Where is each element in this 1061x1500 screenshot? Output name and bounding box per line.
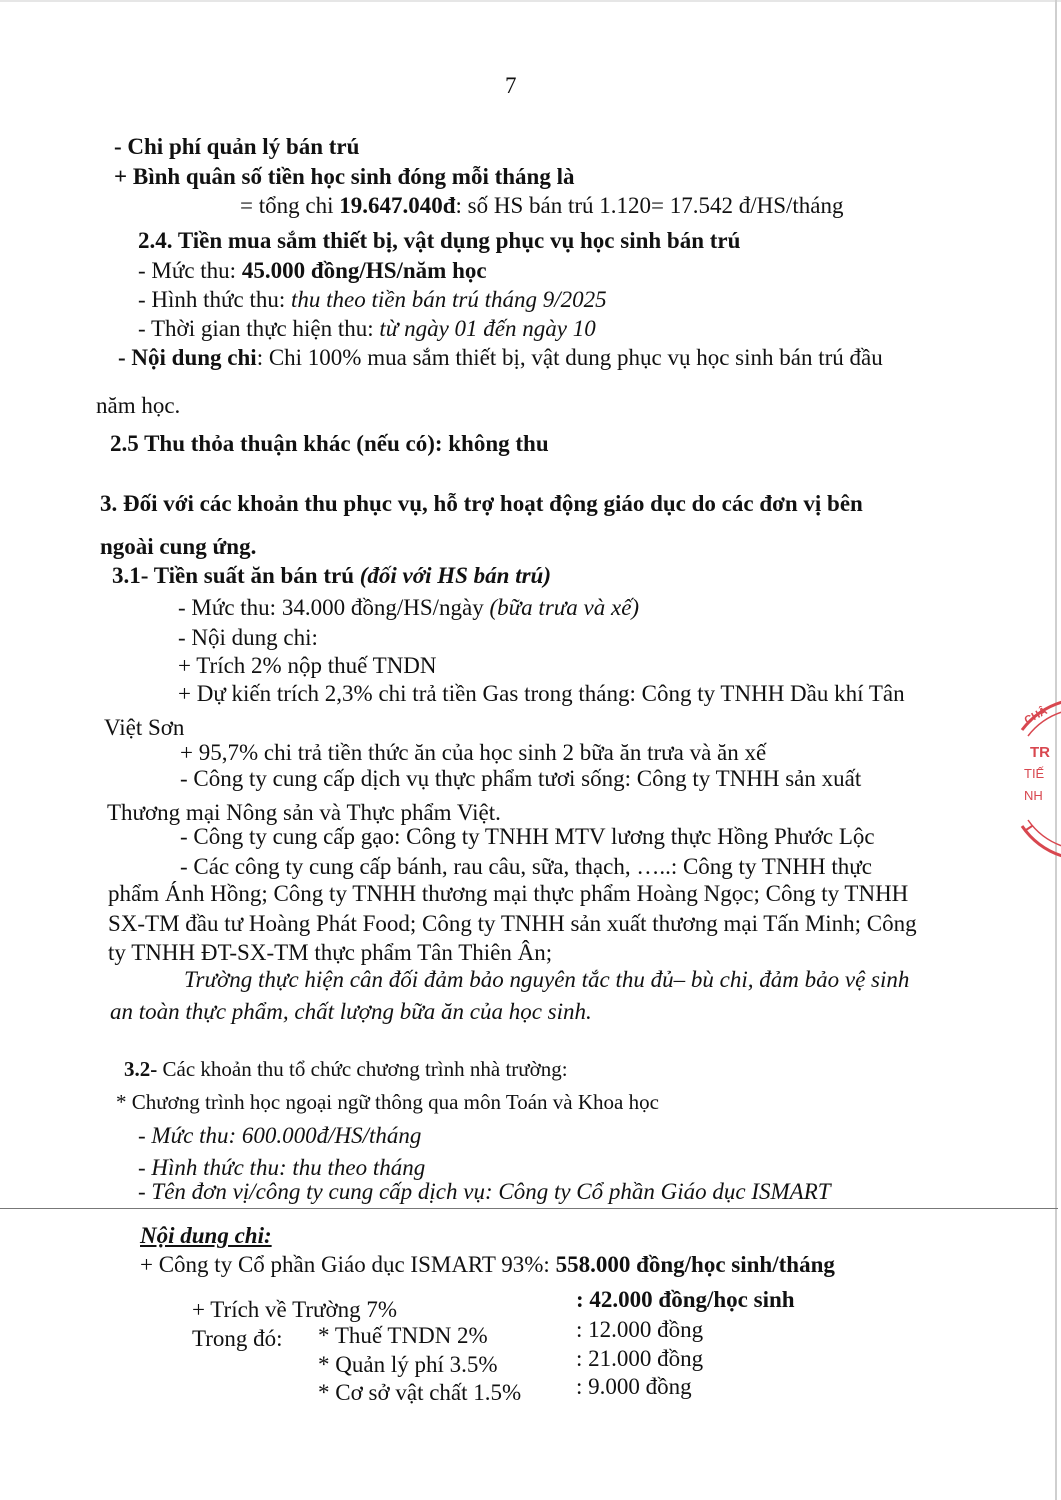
s32-ismart [140, 1251, 835, 1279]
s24-time-label: - Thời gian thực hiện thu: [138, 316, 380, 341]
mgmt-title: - Chi phí quản lý bán trú [114, 134, 360, 159]
s32-form: - Hình thức thu: thu theo tháng [138, 1155, 426, 1180]
stamp-text-3: TIẾ [1024, 766, 1045, 781]
s31-other-line3: SX-TM đầu tư Hoàng Phát Food; Công ty TNHH sản xuất thương mại Tấn Minh; Công [108, 911, 917, 936]
s32-content-label: Nội dung chi: [140, 1223, 272, 1248]
mgmt-calc-amount: 19.647.040đ [339, 193, 456, 218]
s31-rice: - Công ty cung cấp gạo: Công ty TNHH MTV lương thực Hồng Phước Lộc [180, 824, 875, 849]
s32-ismart-value: 558.000 đồng/học sinh/tháng [555, 1252, 835, 1277]
s31-other-line1: - Các công ty cung cấp bánh, rau câu, sữa, thạch, …..: Công ty TNHH thực [180, 854, 872, 879]
s24-content-cont: năm học. [96, 393, 181, 418]
s3-title-line1: 3. Đối với các khoản thu phục vụ, hỗ trợ hoạt động giáo dục do các đơn vị bên [100, 491, 863, 516]
stamp-text-2: TR [1030, 744, 1050, 761]
s24-title: 2.4. Tiền mua sắm thiết bị, vật dụng phục vụ học sinh bán trú [138, 228, 741, 253]
s24-time-value: từ ngày 01 đến ngày 10 [379, 316, 596, 341]
s32-program: * Chương trình học ngoại ngữ thông qua môn Toán và Khoa học [116, 1090, 659, 1114]
s24-fee [138, 257, 487, 285]
s32-tax-value: : 12.000 đồng [576, 1317, 704, 1342]
mgmt-calc-suffix: : số HS bán trú 1.120= 17.542 đ/HS/tháng [455, 193, 844, 218]
s24-form-label: - Hình thức thu: [138, 287, 292, 312]
s32-among: Trong đó: [192, 1326, 283, 1351]
page-number: 7 [505, 73, 517, 98]
s32-school-label: + Trích về Trường 7% [192, 1297, 398, 1322]
s31-fee-text: - Mức thu: 34.000 đồng/HS/ngày [178, 595, 490, 620]
s24-form-value: thu theo tiền bán trú tháng 9/2025 [291, 287, 607, 312]
s32-provider: - Tên đơn vị/công ty cung cấp dịch vụ: Công ty Cổ phần Giáo dục ISMART [138, 1179, 831, 1204]
s32-ismart-prefix: + Công ty Cổ phần Giáo dục ISMART 93%: [140, 1252, 556, 1277]
s31-title [112, 562, 551, 590]
s32-title-text: Các khoản thu tổ chức chương trình nhà trường: [157, 1057, 568, 1081]
s32-facility-value: : 9.000 đồng [576, 1374, 692, 1399]
mgmt-average: + Bình quân số tiền học sinh đóng mỗi tháng là [114, 164, 575, 189]
s31-fee [178, 594, 639, 622]
stamp-text-1: CHÂ [1022, 705, 1050, 727]
s24-fee-label: - Mức thu: [138, 258, 242, 283]
s32-school-value: : 42.000 đồng/học sinh [576, 1287, 795, 1312]
s32-facility-label: * Cơ sở vật chất 1.5% [318, 1380, 522, 1405]
s3-title-line2: ngoài cung ứng. [100, 534, 257, 559]
s32-title [124, 1055, 568, 1083]
s25-title: 2.5 Thu thỏa thuận khác (nếu có): không thu [110, 431, 549, 456]
s31-title-text: 3.1- Tiền suất ăn bán trú [112, 563, 360, 588]
s31-content-label: - Nội dung chi: [178, 625, 318, 650]
s24-content [118, 344, 883, 372]
s32-mgmt-value: : 21.000 đồng [576, 1346, 704, 1371]
s31-gas-line1: + Dự kiến trích 2,3% chi trả tiền Gas trong tháng: Công ty TNHH Dầu khí Tân [178, 681, 905, 706]
s31-note-line1: Trường thực hiện cân đối đảm bảo nguyên tắc thu đủ– bù chi, đảm bảo vệ sinh [184, 967, 910, 992]
s32-mgmt-label: * Quản lý phí 3.5% [318, 1352, 498, 1377]
s31-other-line2: phẩm Ánh Hồng; Công ty TNHH thương mại thực phẩm Hoàng Ngọc; Công ty TNHH [108, 881, 909, 906]
s31-note-line2: an toàn thực phẩm, chất lượng bữa ăn của học sinh. [110, 999, 592, 1024]
s31-title-note: (đối với HS bán trú) [359, 563, 552, 588]
s31-fee-note: (bữa trưa và xế) [489, 595, 640, 620]
red-stamp-fragment [1018, 700, 1061, 860]
mgmt-calculation [240, 192, 844, 220]
s32-fee: - Mức thu: 600.000đ/HS/tháng [138, 1123, 422, 1148]
s24-content-value: : Chi 100% mua sắm thiết bị, vật dung phục vụ học sinh bán trú đầu [256, 345, 883, 370]
s31-food: + 95,7% chi trả tiền thức ăn của học sinh 2 bữa ăn trưa và ăn xế [180, 740, 767, 765]
s32-tax-label: * Thuế TNDN 2% [318, 1323, 488, 1348]
s24-form [138, 286, 607, 314]
mgmt-calc-prefix: = tổng chi [240, 193, 340, 218]
page-top-edge [0, 0, 1061, 2]
s32-title-num: 3.2- [124, 1057, 158, 1081]
s31-tax: + Trích 2% nộp thuế TNDN [178, 653, 437, 678]
s24-fee-value: 45.000 đồng/HS/năm học [241, 258, 487, 283]
s24-content-label: - Nội dung chi [118, 345, 257, 370]
s31-fresh-line1: - Công ty cung cấp dịch vụ thực phẩm tươi sống: Công ty TNHH sản xuất [180, 766, 862, 791]
s31-other-line4: ty TNHH ĐT-SX-TM thực phẩm Tân Thiên Ân; [108, 940, 553, 965]
s31-gas-line2: Việt Sơn [104, 715, 185, 740]
stamp-text-4: NH [1024, 788, 1043, 803]
scan-fold-line [0, 1208, 1058, 1209]
s31-fresh-line2: Thương mại Nông sản và Thực phẩm Việt. [107, 800, 501, 825]
s24-time [138, 315, 596, 343]
